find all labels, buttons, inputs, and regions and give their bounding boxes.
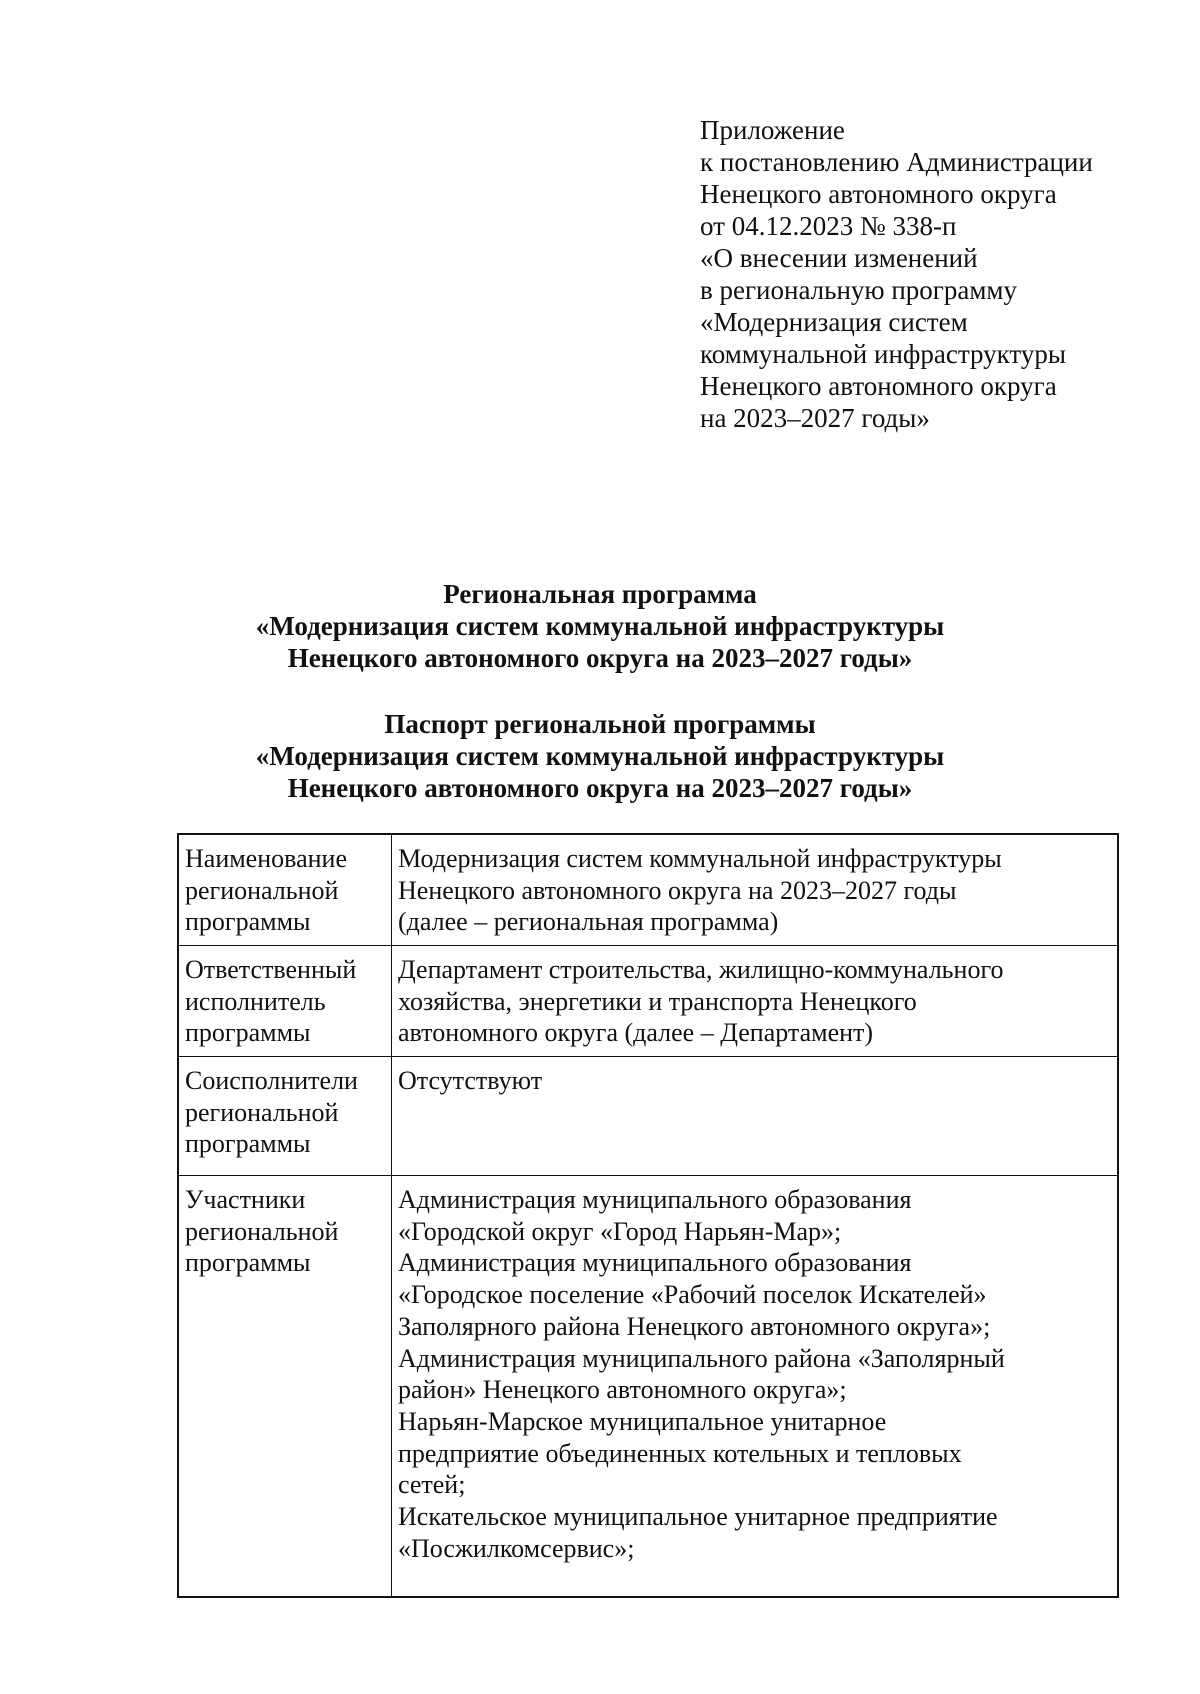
table-row	[178, 834, 1118, 946]
row-value-line: хозяйства, энергетики и транспорта Ненецкого	[398, 986, 917, 1016]
row-value-line: Нарьян-Марское муниципальное унитарное	[398, 1406, 887, 1436]
row-value-line: Отсутствуют	[398, 1066, 543, 1095]
row-value-line: (далее – региональная программа)	[398, 907, 779, 937]
appendix-line: «О внесении изменений	[700, 243, 978, 273]
appendix-line: «Модернизация систем	[700, 307, 968, 337]
program-title-line: Региональная программа	[443, 579, 757, 609]
row-value-line: Искательское муниципальное унитарное предприятие	[398, 1502, 998, 1532]
row-value-line: Администрация муниципального образования	[398, 1248, 912, 1278]
passport-title-line: «Модернизация систем коммунальной инфраструктуры	[255, 741, 945, 771]
passport-title-line: Паспорт региональной программы	[384, 709, 816, 739]
program-title-line: «Модернизация систем коммунальной инфраструктуры	[255, 611, 945, 641]
appendix-line: Приложение	[700, 115, 845, 145]
program-title	[0, 578, 1200, 674]
row-value-line: Департамент строительства, жилищно-коммунального	[398, 955, 1004, 984]
row-value-line: предприятие объединенных котельных и тепловых	[398, 1438, 962, 1468]
row-label-cell	[178, 946, 392, 1057]
row-value-cell	[392, 1057, 1119, 1176]
appendix-header	[700, 114, 1170, 434]
row-value-line: «Посжилкомсервис»;	[398, 1533, 635, 1563]
row-value-line: автономного округа (далее – Департамент)	[398, 1018, 874, 1048]
table-row	[178, 1176, 1118, 1598]
row-label-cell	[178, 1176, 392, 1598]
row-value-line: Администрация муниципального района «Заполярный	[398, 1343, 1005, 1373]
appendix-line: Ненецкого автономного округа	[700, 179, 1057, 209]
row-value-line: Модернизация систем коммунальной инфраструктуры	[398, 844, 1002, 873]
row-label-line: региональной	[185, 1097, 339, 1127]
row-label-line: региональной	[185, 875, 339, 905]
document-titles	[0, 578, 1200, 804]
row-label-line: исполнитель	[185, 986, 326, 1016]
row-value-cell	[392, 946, 1119, 1057]
row-label-line: Участники	[185, 1185, 306, 1214]
appendix-line: к постановлению Администрации	[700, 147, 1093, 177]
appendix-line: на 2023–2027 годы»	[700, 403, 930, 433]
passport-table	[177, 833, 1119, 1598]
row-value-line: Администрация муниципального образования	[398, 1185, 912, 1214]
row-label-line: Соисполнители	[185, 1066, 358, 1095]
appendix-line: коммунальной инфраструктуры	[700, 339, 1066, 369]
row-label-line: программы	[185, 1018, 311, 1048]
row-value-line: «Городской округ «Город Нарьян-Мар»;	[398, 1216, 842, 1246]
row-value-cell	[392, 834, 1119, 946]
row-label-line: программы	[185, 907, 311, 937]
row-label-line: Ответственный	[185, 955, 357, 984]
row-value-cell	[392, 1176, 1119, 1598]
row-label-line: региональной	[185, 1216, 339, 1246]
row-value-line: Заполярного района Ненецкого автономного округа»;	[398, 1311, 991, 1341]
passport-title	[0, 708, 1200, 804]
passport-title-line: Ненецкого автономного округа на 2023–2027 годы»	[287, 773, 913, 803]
row-label-cell	[178, 1057, 392, 1176]
row-label-cell	[178, 834, 392, 946]
row-label-line: Наименование	[185, 844, 347, 873]
row-value-line: сетей;	[398, 1470, 466, 1500]
row-value-line: «Городское поселение «Рабочий поселок Искателей»	[398, 1280, 987, 1310]
appendix-line: от 04.12.2023 № 338-п	[700, 211, 957, 241]
row-label-line: программы	[185, 1248, 311, 1278]
row-value-line: Ненецкого автономного округа на 2023–2027 годы	[398, 875, 957, 905]
row-value-line: район» Ненецкого автономного округа»;	[398, 1375, 847, 1405]
appendix-line: в региональную программу	[700, 275, 1018, 305]
table-row	[178, 1057, 1118, 1176]
appendix-line: Ненецкого автономного округа	[700, 371, 1057, 401]
table-row	[178, 946, 1118, 1057]
row-label-line: программы	[185, 1129, 311, 1159]
program-title-line: Ненецкого автономного округа на 2023–2027 годы»	[287, 643, 913, 673]
